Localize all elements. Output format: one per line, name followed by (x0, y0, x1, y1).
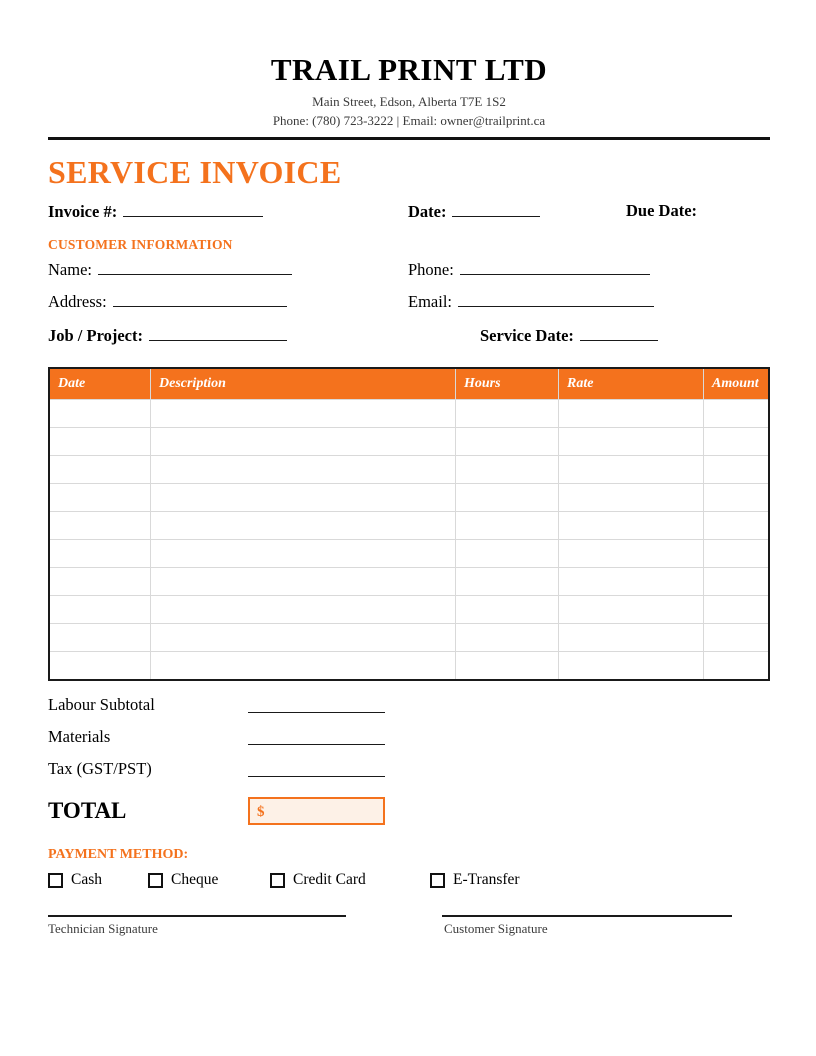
customer-address-input[interactable] (113, 291, 287, 307)
cell-hours[interactable] (456, 512, 559, 540)
customer-section-heading: CUSTOMER INFORMATION (48, 237, 233, 252)
date-field[interactable] (408, 201, 540, 222)
cell-amount[interactable] (704, 652, 770, 681)
customer-address-field[interactable] (48, 291, 287, 312)
payment-option-label: Cheque (171, 871, 219, 888)
invoice-number-field[interactable] (48, 201, 263, 222)
cell-hours[interactable] (456, 624, 559, 652)
column-header-date: Date (49, 368, 151, 400)
checkbox-icon[interactable] (270, 873, 285, 888)
job-project-label: Job / Project: (48, 326, 143, 345)
cell-hours[interactable] (456, 568, 559, 596)
payment-options-row (48, 871, 770, 899)
customer-phone-input[interactable] (460, 259, 650, 275)
materials-label: Materials (48, 727, 111, 746)
payment-option-cheque[interactable] (148, 871, 218, 889)
invoice-number-label: Invoice #: (48, 202, 118, 221)
cell-hours[interactable] (456, 400, 559, 428)
header-divider (48, 137, 770, 140)
due-date-input[interactable] (703, 201, 745, 216)
grand-total-box[interactable] (248, 797, 385, 825)
cell-date[interactable] (49, 596, 151, 624)
column-header-amount: Amount (704, 368, 770, 400)
table-header-row (49, 368, 769, 400)
payment-method-heading: PAYMENT METHOD: (48, 847, 189, 862)
cell-amount[interactable] (704, 428, 770, 456)
tax-row (48, 759, 770, 791)
cell-rate[interactable] (559, 624, 704, 652)
cell-description[interactable] (151, 456, 456, 484)
tax-input[interactable] (248, 759, 385, 777)
customer-row-1 (48, 259, 770, 291)
table-row[interactable] (49, 540, 769, 568)
cell-rate[interactable] (559, 652, 704, 681)
service-date-field[interactable] (480, 325, 658, 346)
cell-amount[interactable] (704, 484, 770, 512)
cell-hours[interactable] (456, 540, 559, 568)
job-project-field[interactable] (48, 325, 287, 346)
payment-option-label: Credit Card (293, 871, 366, 888)
labour-subtotal-input[interactable] (248, 695, 385, 713)
due-date-field[interactable] (626, 201, 745, 221)
cell-rate[interactable] (559, 540, 704, 568)
cell-amount[interactable] (704, 568, 770, 596)
tax-label: Tax (GST/PST) (48, 759, 152, 778)
customer-name-field[interactable] (48, 259, 292, 280)
cell-rate[interactable] (559, 568, 704, 596)
column-header-hours: Hours (456, 368, 559, 400)
job-row (48, 325, 770, 355)
cell-date[interactable] (49, 456, 151, 484)
cell-rate[interactable] (559, 400, 704, 428)
table-row[interactable] (49, 512, 769, 540)
cell-date[interactable] (49, 400, 151, 428)
payment-option-e-transfer[interactable] (430, 871, 520, 889)
company-contact: Phone: (780) 723-3222 | Email: owner@trailprint.ca (272, 113, 546, 128)
cell-date[interactable] (49, 652, 151, 681)
labour-subtotal-label: Labour Subtotal (48, 695, 155, 714)
technician-signature-label: Technician Signature (48, 921, 158, 936)
cell-amount[interactable] (704, 596, 770, 624)
cell-hours[interactable] (456, 484, 559, 512)
cell-hours[interactable] (456, 456, 559, 484)
grand-total-row (48, 797, 770, 837)
table-row[interactable] (49, 652, 769, 681)
cell-date[interactable] (49, 484, 151, 512)
invoice-number-input[interactable] (123, 201, 263, 217)
checkbox-icon[interactable] (430, 873, 445, 888)
job-project-input[interactable] (149, 325, 287, 341)
column-header-description: Description (151, 368, 456, 400)
customer-email-label: Email: (408, 292, 452, 311)
table-row[interactable] (49, 596, 769, 624)
customer-signature-line[interactable] (442, 915, 732, 917)
cell-amount[interactable] (704, 512, 770, 540)
table-row[interactable] (49, 624, 769, 652)
cell-description[interactable] (151, 540, 456, 568)
payment-option-credit-card[interactable] (270, 871, 366, 889)
cell-rate[interactable] (559, 596, 704, 624)
cell-amount[interactable] (704, 624, 770, 652)
service-date-label: Service Date: (480, 326, 574, 345)
cell-rate[interactable] (559, 512, 704, 540)
payment-option-label: E-Transfer (453, 871, 520, 888)
cell-description[interactable] (151, 484, 456, 512)
materials-row (48, 727, 770, 759)
checkbox-icon[interactable] (48, 873, 63, 888)
grand-total-label: TOTAL (48, 798, 127, 823)
grand-total-currency: $ (257, 804, 265, 820)
cell-rate[interactable] (559, 484, 704, 512)
cell-hours[interactable] (456, 596, 559, 624)
table-body (49, 400, 769, 681)
cell-amount[interactable] (704, 456, 770, 484)
table-row[interactable] (49, 568, 769, 596)
customer-signature-label: Customer Signature (444, 921, 548, 936)
table-row[interactable] (49, 456, 769, 484)
cell-rate[interactable] (559, 456, 704, 484)
customer-email-field[interactable] (408, 291, 654, 312)
line-items-table (48, 367, 770, 681)
date-label: Date: (408, 202, 447, 221)
technician-signature-line[interactable] (48, 915, 346, 917)
cell-description[interactable] (151, 624, 456, 652)
payment-option-label: Cash (71, 871, 102, 888)
payment-option-cash[interactable] (48, 871, 102, 889)
materials-input[interactable] (248, 727, 385, 745)
table-row[interactable] (49, 484, 769, 512)
cell-rate[interactable] (559, 428, 704, 456)
cell-description[interactable] (151, 512, 456, 540)
customer-name-label: Name: (48, 260, 92, 279)
letterhead (48, 52, 770, 140)
service-date-input[interactable] (580, 325, 658, 341)
customer-phone-field[interactable] (408, 259, 650, 280)
customer-phone-label: Phone: (408, 260, 454, 279)
totals-block (48, 695, 770, 837)
cell-hours[interactable] (456, 652, 559, 681)
cell-description[interactable] (151, 400, 456, 428)
cell-date[interactable] (49, 428, 151, 456)
cell-amount[interactable] (704, 540, 770, 568)
cell-description[interactable] (151, 568, 456, 596)
signature-area (48, 915, 770, 967)
cell-date[interactable] (49, 512, 151, 540)
company-name: TRAIL PRINT LTD (270, 52, 548, 87)
cell-description[interactable] (151, 596, 456, 624)
customer-row-2 (48, 291, 770, 325)
cell-date[interactable] (49, 624, 151, 652)
customer-address-label: Address: (48, 292, 107, 311)
cell-date[interactable] (49, 540, 151, 568)
checkbox-icon[interactable] (148, 873, 163, 888)
table-row[interactable] (49, 428, 769, 456)
customer-email-input[interactable] (458, 291, 654, 307)
page-title: SERVICE INVOICE (48, 154, 342, 190)
invoice-meta-row (48, 201, 770, 229)
cell-hours[interactable] (456, 428, 559, 456)
cell-description[interactable] (151, 428, 456, 456)
company-address: Main Street, Edson, Alberta T7E 1S2 (312, 94, 506, 109)
cell-amount[interactable] (704, 400, 770, 428)
cell-date[interactable] (49, 568, 151, 596)
column-header-rate: Rate (559, 368, 704, 400)
labour-subtotal-row (48, 695, 770, 727)
due-date-label: Due Date: (626, 201, 698, 220)
date-input[interactable] (452, 201, 540, 217)
customer-name-input[interactable] (98, 259, 292, 275)
table-row[interactable] (49, 400, 769, 428)
cell-description[interactable] (151, 652, 456, 681)
